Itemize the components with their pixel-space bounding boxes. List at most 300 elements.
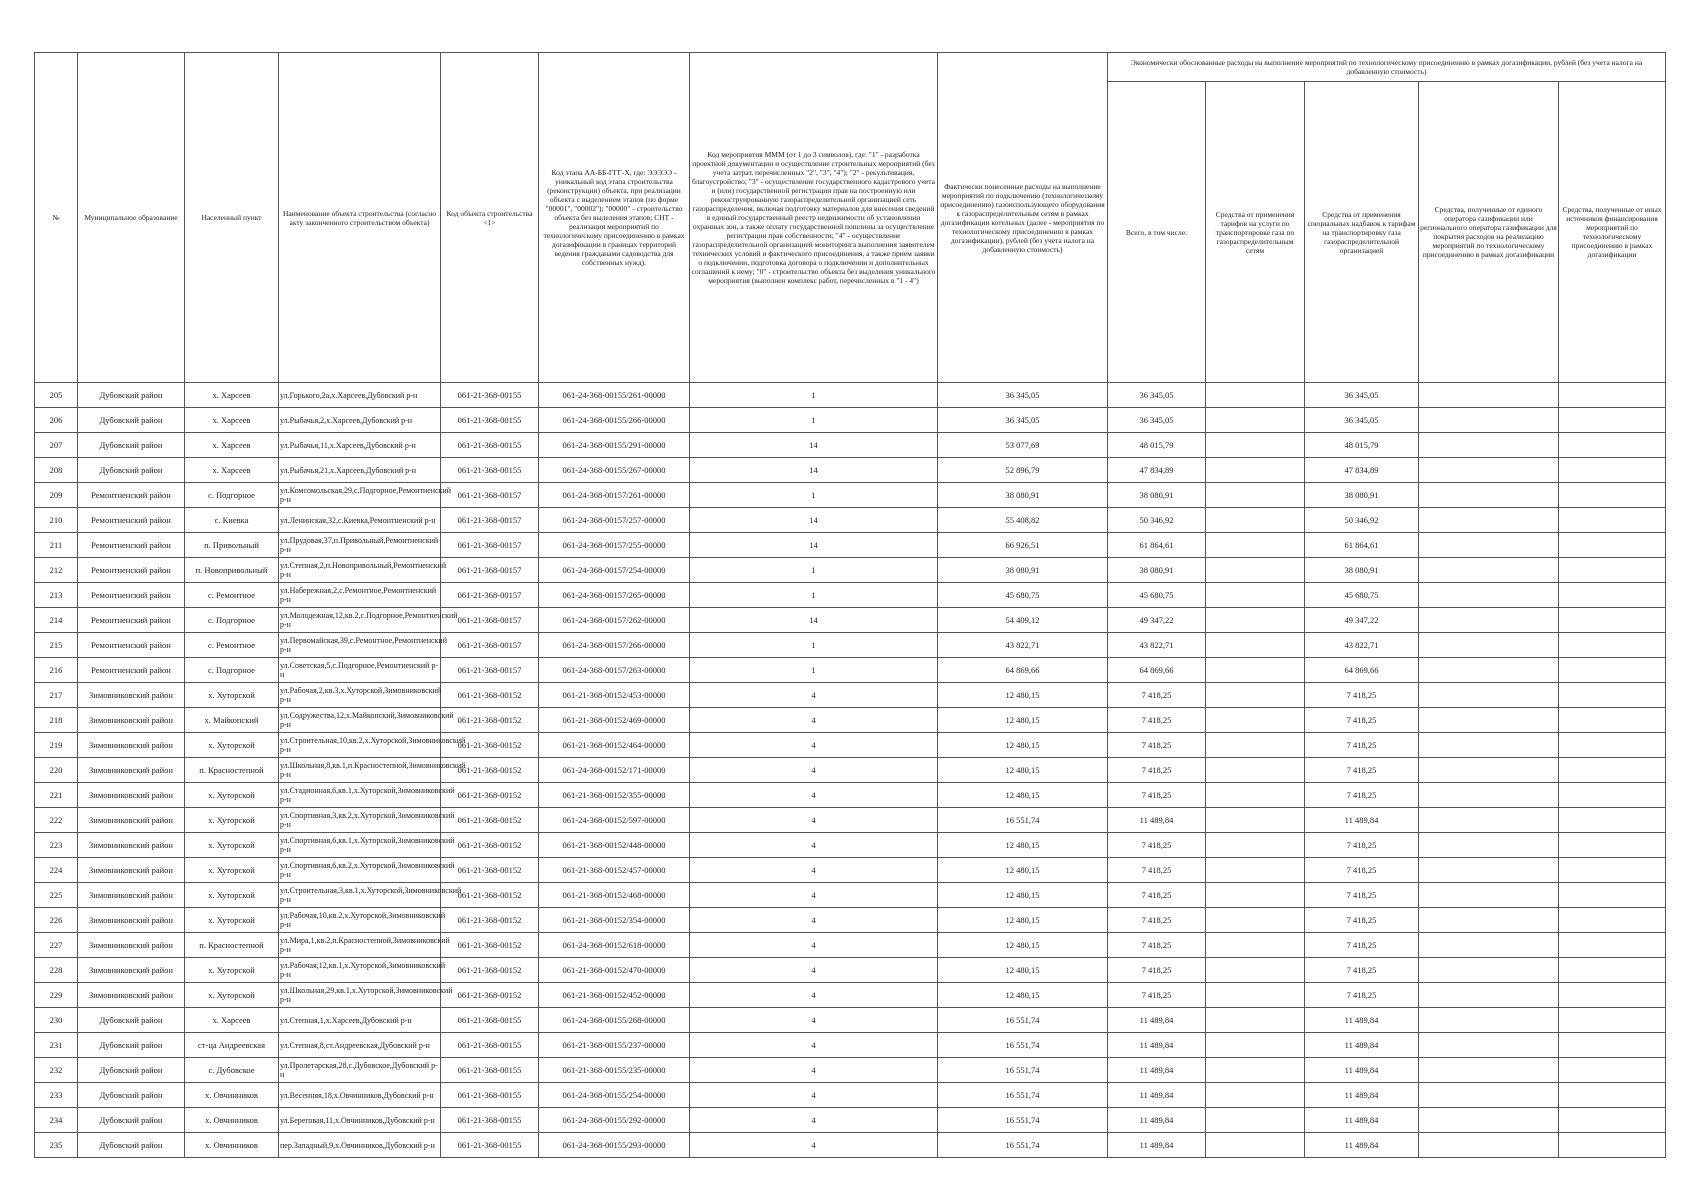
row-number: 230: [35, 1008, 78, 1033]
municipality-cell: Дубовский район: [78, 408, 185, 433]
municipality-cell: Ремонтненский район: [78, 633, 185, 658]
row-number: 216: [35, 658, 78, 683]
municipality-cell: Зимовниковский район: [78, 708, 185, 733]
special-markup-cell: 11 489,84: [1305, 1133, 1419, 1158]
actual-costs-cell: 36 345,05: [938, 383, 1108, 408]
stage-code-cell: 061-24-368-00157/263-00000: [539, 658, 690, 683]
event-code-cell: 14: [690, 458, 938, 483]
settlement-cell: х. Хуторской: [185, 683, 279, 708]
operator-funds-cell: [1419, 583, 1559, 608]
total-cell: 43 822,71: [1108, 633, 1206, 658]
object-code-cell: 061-21-368-00155: [441, 1033, 539, 1058]
total-cell: 7 418,25: [1108, 758, 1206, 783]
actual-costs-cell: 16 551,74: [938, 1083, 1108, 1108]
actual-costs-cell: 12 480,15: [938, 883, 1108, 908]
tariff-funds-cell: [1206, 1008, 1305, 1033]
special-markup-cell: 49 347,22: [1305, 608, 1419, 633]
table-row: [35, 808, 1666, 833]
table-row: [35, 933, 1666, 958]
object-name-cell: ул.Рыбачья,11,х.Харсеев,Дубовский р-н: [279, 433, 441, 458]
actual-costs-cell: 12 480,15: [938, 983, 1108, 1008]
object-code-cell: 061-21-368-00155: [441, 1108, 539, 1133]
row-number: 221: [35, 783, 78, 808]
total-cell: 49 347,22: [1108, 608, 1206, 633]
table-row: [35, 633, 1666, 658]
total-cell: 7 418,25: [1108, 783, 1206, 808]
object-code-cell: 061-21-368-00155: [441, 1008, 539, 1033]
operator-funds-cell: [1419, 908, 1559, 933]
tariff-funds-cell: [1206, 1033, 1305, 1058]
special-markup-cell: 7 418,25: [1305, 933, 1419, 958]
header-other-funds: Средства, полученные от иных источников финансирования мероприятий по технологическому присоединению в рамках догазификации: [1559, 82, 1666, 383]
actual-costs-cell: 52 896,79: [938, 458, 1108, 483]
event-code-cell: 4: [690, 1108, 938, 1133]
other-funds-cell: [1559, 908, 1666, 933]
settlement-cell: с. Подгорное: [185, 483, 279, 508]
object-name-cell: ул.Спортивная,3,кв.2,х.Хуторской,Зимовниковский р-н: [279, 808, 441, 833]
actual-costs-cell: 12 480,15: [938, 858, 1108, 883]
stage-code-cell: 061-21-368-00152/468-00000: [539, 883, 690, 908]
settlement-cell: х. Хуторской: [185, 908, 279, 933]
operator-funds-cell: [1419, 858, 1559, 883]
other-funds-cell: [1559, 683, 1666, 708]
stage-code-cell: 061-24-368-00155/267-00000: [539, 458, 690, 483]
object-name-cell: ул.Комсомольская,29,с.Подгорное,Ремонтненский р-н: [279, 483, 441, 508]
special-markup-cell: 64 869,66: [1305, 658, 1419, 683]
special-markup-cell: 11 489,84: [1305, 1008, 1419, 1033]
table-header: [35, 53, 1666, 383]
other-funds-cell: [1559, 808, 1666, 833]
settlement-cell: х. Майкопский: [185, 708, 279, 733]
tariff-funds-cell: [1206, 1108, 1305, 1133]
object-name-cell: ул.Набережная,2,с.Ремонтное,Ремонтненский р-н: [279, 583, 441, 608]
total-cell: 11 489,84: [1108, 1008, 1206, 1033]
table-row: [35, 1133, 1666, 1158]
actual-costs-cell: 12 480,15: [938, 758, 1108, 783]
object-name-cell: ул.Горького,2а,х.Харсеев,Дубовский р-н: [279, 383, 441, 408]
table-row: [35, 683, 1666, 708]
tariff-funds-cell: [1206, 1083, 1305, 1108]
object-code-cell: 061-21-368-00157: [441, 533, 539, 558]
table-row: [35, 758, 1666, 783]
total-cell: 11 489,84: [1108, 1083, 1206, 1108]
table-row: [35, 558, 1666, 583]
object-code-cell: 061-21-368-00152: [441, 983, 539, 1008]
total-cell: 11 489,84: [1108, 1108, 1206, 1133]
tariff-funds-cell: [1206, 908, 1305, 933]
object-name-cell: ул.Мира,1,кв.2,п.Красностепной,Зимовниковский р-н: [279, 933, 441, 958]
total-cell: 7 418,25: [1108, 683, 1206, 708]
other-funds-cell: [1559, 1008, 1666, 1033]
tariff-funds-cell: [1206, 583, 1305, 608]
total-cell: 7 418,25: [1108, 883, 1206, 908]
special-markup-cell: 50 346,92: [1305, 508, 1419, 533]
table-row: [35, 1033, 1666, 1058]
special-markup-cell: 36 345,05: [1305, 383, 1419, 408]
municipality-cell: Зимовниковский район: [78, 733, 185, 758]
table-row: [35, 433, 1666, 458]
stage-code-cell: 061-21-368-00152/448-00000: [539, 833, 690, 858]
operator-funds-cell: [1419, 758, 1559, 783]
table-row: [35, 608, 1666, 633]
tariff-funds-cell: [1206, 433, 1305, 458]
actual-costs-cell: 54 409,12: [938, 608, 1108, 633]
object-name-cell: ул.Советская,5,с.Подгорное,Ремонтненский р-н: [279, 658, 441, 683]
municipality-cell: Зимовниковский район: [78, 808, 185, 833]
special-markup-cell: 7 418,25: [1305, 958, 1419, 983]
special-markup-cell: 11 489,84: [1305, 1033, 1419, 1058]
object-name-cell: ул.Рабочая,2,кв.3,х.Хуторской,Зимовниковский р-н: [279, 683, 441, 708]
object-name-cell: ул.Стадионная,6,кв.1,х.Хуторской,Зимовниковский р-н: [279, 783, 441, 808]
tariff-funds-cell: [1206, 758, 1305, 783]
special-markup-cell: 11 489,84: [1305, 808, 1419, 833]
row-number: 232: [35, 1058, 78, 1083]
other-funds-cell: [1559, 858, 1666, 883]
tariff-funds-cell: [1206, 983, 1305, 1008]
tariff-funds-cell: [1206, 933, 1305, 958]
operator-funds-cell: [1419, 1058, 1559, 1083]
event-code-cell: 1: [690, 658, 938, 683]
header-object-code: Код объекта строительства <1>: [441, 53, 539, 383]
other-funds-cell: [1559, 933, 1666, 958]
stage-code-cell: 061-24-368-00157/265-00000: [539, 583, 690, 608]
row-number: 213: [35, 583, 78, 608]
actual-costs-cell: 64 869,66: [938, 658, 1108, 683]
stage-code-cell: 061-24-368-00155/261-00000: [539, 383, 690, 408]
object-code-cell: 061-21-368-00155: [441, 458, 539, 483]
special-markup-cell: 7 418,25: [1305, 983, 1419, 1008]
actual-costs-cell: 53 077,69: [938, 433, 1108, 458]
object-name-cell: ул.Содружества,12,х.Майкопский,Зимовниковский р-н: [279, 708, 441, 733]
event-code-cell: 4: [690, 733, 938, 758]
total-cell: 36 345,05: [1108, 408, 1206, 433]
municipality-cell: Зимовниковский район: [78, 683, 185, 708]
object-name-cell: ул.Школьная,29,кв.1,х.Хуторской,Зимовниковский р-н: [279, 983, 441, 1008]
row-number: 222: [35, 808, 78, 833]
settlement-cell: х. Хуторской: [185, 883, 279, 908]
event-code-cell: 4: [690, 883, 938, 908]
special-markup-cell: 36 345,05: [1305, 408, 1419, 433]
settlement-cell: с. Подгорное: [185, 658, 279, 683]
municipality-cell: Ремонтненский район: [78, 658, 185, 683]
other-funds-cell: [1559, 558, 1666, 583]
settlement-cell: с. Дубовское: [185, 1058, 279, 1083]
settlement-cell: х. Овчинников: [185, 1083, 279, 1108]
municipality-cell: Зимовниковский район: [78, 983, 185, 1008]
special-markup-cell: 45 680,75: [1305, 583, 1419, 608]
row-number: 212: [35, 558, 78, 583]
stage-code-cell: 061-24-368-00152/597-00000: [539, 808, 690, 833]
actual-costs-cell: 36 345,05: [938, 408, 1108, 433]
event-code-cell: 14: [690, 608, 938, 633]
settlement-cell: х. Хуторской: [185, 858, 279, 883]
event-code-cell: 4: [690, 908, 938, 933]
settlement-cell: с. Подгорное: [185, 608, 279, 633]
other-funds-cell: [1559, 408, 1666, 433]
event-code-cell: 4: [690, 1033, 938, 1058]
stage-code-cell: 061-21-368-00152/457-00000: [539, 858, 690, 883]
total-cell: 38 080,91: [1108, 483, 1206, 508]
settlement-cell: х. Хуторской: [185, 808, 279, 833]
total-cell: 47 834,89: [1108, 458, 1206, 483]
total-cell: 48 015,79: [1108, 433, 1206, 458]
object-code-cell: 061-21-368-00157: [441, 633, 539, 658]
actual-costs-cell: 66 926,51: [938, 533, 1108, 558]
header-event-code: Код мероприятия МММ (от 1 до 3 символов), где: "1" - разработка проектной документации и осуществление строительных мероприятий (без учета затрат, перечисленных "2", "3", "4"); "2" - рекультивация, благоустройство; "3" - осуществление государственного кадастрового учета и (или) государственной регистрации прав на построенную или реконструированную газораспределительной организацией сеть газораспределения, включая подготовку материалов для внесения сведений в единый государственный реестр недвижимости об установлении охранных зон, а также оплату государственной пошлины за осуществление регистрации прав собственности; "4" - осуществление газораспределительной организацией мониторинга выполнения заявителем технических условий и фактического присоединения, а также прием заявки о подключении, подготовка договора о подключении и дополнительных соглашений к нему; "0" - строительство объекта без выделения уникального мероприятия (выполнен комплекс работ, перечисленных в "1 - 4"): [690, 53, 938, 383]
other-funds-cell: [1559, 833, 1666, 858]
municipality-cell: Ремонтненский район: [78, 508, 185, 533]
header-econ-group: Экономически обоснованные расходы на выполнение мероприятий по технологическому присоединению в рамках догазификации, рублей (без учета налога на добавленную стоимость): [1108, 53, 1666, 82]
table-row: [35, 1108, 1666, 1133]
actual-costs-cell: 12 480,15: [938, 908, 1108, 933]
settlement-cell: х. Овчинников: [185, 1108, 279, 1133]
row-number: 223: [35, 833, 78, 858]
special-markup-cell: 11 489,84: [1305, 1083, 1419, 1108]
object-code-cell: 061-21-368-00152: [441, 708, 539, 733]
total-cell: 7 418,25: [1108, 908, 1206, 933]
row-number: 233: [35, 1083, 78, 1108]
stage-code-cell: 061-24-368-00155/293-00000: [539, 1133, 690, 1158]
row-number: 214: [35, 608, 78, 633]
tariff-funds-cell: [1206, 383, 1305, 408]
operator-funds-cell: [1419, 508, 1559, 533]
stage-code-cell: 061-21-368-00152/354-00000: [539, 908, 690, 933]
other-funds-cell: [1559, 1108, 1666, 1133]
row-number: 209: [35, 483, 78, 508]
operator-funds-cell: [1419, 483, 1559, 508]
municipality-cell: Дубовский район: [78, 1083, 185, 1108]
other-funds-cell: [1559, 583, 1666, 608]
operator-funds-cell: [1419, 1133, 1559, 1158]
operator-funds-cell: [1419, 558, 1559, 583]
table-row: [35, 833, 1666, 858]
settlement-cell: с. Ремонтное: [185, 633, 279, 658]
actual-costs-cell: 12 480,15: [938, 933, 1108, 958]
row-number: 235: [35, 1133, 78, 1158]
other-funds-cell: [1559, 708, 1666, 733]
event-code-cell: 4: [690, 1008, 938, 1033]
table-row: [35, 583, 1666, 608]
object-name-cell: ул.Весенняя,18,х.Овчинников,Дубовский р-н: [279, 1083, 441, 1108]
total-cell: 38 080,91: [1108, 558, 1206, 583]
settlement-cell: х. Харсеев: [185, 433, 279, 458]
header-object-name: Наименование объекта строительства (согласно акту законченного строительством объекта): [279, 53, 441, 383]
object-code-cell: 061-21-368-00152: [441, 783, 539, 808]
other-funds-cell: [1559, 458, 1666, 483]
object-name-cell: ул.Рабочая,12,кв.1,х.Хуторской,Зимовниковский р-н: [279, 958, 441, 983]
stage-code-cell: 061-21-368-00152/453-00000: [539, 683, 690, 708]
row-number: 217: [35, 683, 78, 708]
tariff-funds-cell: [1206, 1058, 1305, 1083]
object-name-cell: ул.Ленинская,32,с.Киевка,Ремонтненский р-н: [279, 508, 441, 533]
table-row: [35, 1008, 1666, 1033]
operator-funds-cell: [1419, 408, 1559, 433]
actual-costs-cell: 38 080,91: [938, 558, 1108, 583]
row-number: 208: [35, 458, 78, 483]
row-number: 228: [35, 958, 78, 983]
table-row: [35, 458, 1666, 483]
operator-funds-cell: [1419, 983, 1559, 1008]
settlement-cell: х. Хуторской: [185, 983, 279, 1008]
total-cell: 64 869,66: [1108, 658, 1206, 683]
table-row: [35, 983, 1666, 1008]
object-code-cell: 061-21-368-00155: [441, 1083, 539, 1108]
object-name-cell: ул.Степная,1,х.Харсеев,Дубовский р-н: [279, 1008, 441, 1033]
row-number: 231: [35, 1033, 78, 1058]
object-name-cell: ул.Рыбачья,2,х.Харсеев,Дубовский р-н: [279, 408, 441, 433]
stage-code-cell: 061-21-368-00152/469-00000: [539, 708, 690, 733]
stage-code-cell: 061-21-368-00155/237-00000: [539, 1033, 690, 1058]
row-number: 219: [35, 733, 78, 758]
special-markup-cell: 7 418,25: [1305, 683, 1419, 708]
object-name-cell: пер.Западный,9,х.Овчинников,Дубовский р-н: [279, 1133, 441, 1158]
event-code-cell: 14: [690, 433, 938, 458]
total-cell: 7 418,25: [1108, 958, 1206, 983]
operator-funds-cell: [1419, 808, 1559, 833]
object-name-cell: ул.Молодежная,12,кв.2,с.Подгорное,Ремонтненский р-н: [279, 608, 441, 633]
municipality-cell: Дубовский район: [78, 1033, 185, 1058]
tariff-funds-cell: [1206, 558, 1305, 583]
event-code-cell: 14: [690, 533, 938, 558]
settlement-cell: х. Хуторской: [185, 833, 279, 858]
settlement-cell: х. Харсеев: [185, 1008, 279, 1033]
other-funds-cell: [1559, 1058, 1666, 1083]
object-name-cell: ул.Рыбачья,21,х.Харсеев,Дубовский р-н: [279, 458, 441, 483]
object-code-cell: 061-21-368-00152: [441, 758, 539, 783]
other-funds-cell: [1559, 1133, 1666, 1158]
tariff-funds-cell: [1206, 633, 1305, 658]
object-name-cell: ул.Степная,2,п.Новопривольный,Ремонтненский р-н: [279, 558, 441, 583]
other-funds-cell: [1559, 783, 1666, 808]
actual-costs-cell: 16 551,74: [938, 808, 1108, 833]
municipality-cell: Зимовниковский район: [78, 908, 185, 933]
actual-costs-cell: 55 408,82: [938, 508, 1108, 533]
event-code-cell: 4: [690, 958, 938, 983]
stage-code-cell: 061-24-368-00155/291-00000: [539, 433, 690, 458]
total-cell: 61 864,61: [1108, 533, 1206, 558]
table-row: [35, 883, 1666, 908]
event-code-cell: 4: [690, 858, 938, 883]
special-markup-cell: 7 418,25: [1305, 783, 1419, 808]
special-markup-cell: 7 418,25: [1305, 883, 1419, 908]
municipality-cell: Зимовниковский район: [78, 858, 185, 883]
municipality-cell: Зимовниковский район: [78, 958, 185, 983]
actual-costs-cell: 16 551,74: [938, 1033, 1108, 1058]
row-number: 206: [35, 408, 78, 433]
table-row: [35, 658, 1666, 683]
special-markup-cell: 7 418,25: [1305, 758, 1419, 783]
municipality-cell: Дубовский район: [78, 1108, 185, 1133]
object-code-cell: 061-21-368-00152: [441, 858, 539, 883]
tariff-funds-cell: [1206, 783, 1305, 808]
row-number: 218: [35, 708, 78, 733]
object-code-cell: 061-21-368-00152: [441, 683, 539, 708]
total-cell: 11 489,84: [1108, 1133, 1206, 1158]
special-markup-cell: 38 080,91: [1305, 558, 1419, 583]
special-markup-cell: 7 418,25: [1305, 833, 1419, 858]
tariff-funds-cell: [1206, 483, 1305, 508]
event-code-cell: 1: [690, 633, 938, 658]
settlement-cell: п. Новопривольный: [185, 558, 279, 583]
settlement-cell: с. Ремонтное: [185, 583, 279, 608]
object-name-cell: ул.Школьная,8,кв.1,п.Красностепной,Зимовниковский р-н: [279, 758, 441, 783]
settlement-cell: х. Хуторской: [185, 733, 279, 758]
other-funds-cell: [1559, 508, 1666, 533]
other-funds-cell: [1559, 958, 1666, 983]
other-funds-cell: [1559, 383, 1666, 408]
special-markup-cell: 47 834,89: [1305, 458, 1419, 483]
total-cell: 11 489,84: [1108, 1033, 1206, 1058]
object-code-cell: 061-21-368-00157: [441, 558, 539, 583]
event-code-cell: 4: [690, 1133, 938, 1158]
municipality-cell: Дубовский район: [78, 458, 185, 483]
object-code-cell: 061-21-368-00155: [441, 1133, 539, 1158]
special-markup-cell: 7 418,25: [1305, 733, 1419, 758]
event-code-cell: 4: [690, 1083, 938, 1108]
object-code-cell: 061-21-368-00157: [441, 508, 539, 533]
stage-code-cell: 061-24-368-00157/266-00000: [539, 633, 690, 658]
event-code-cell: 4: [690, 983, 938, 1008]
special-markup-cell: 11 489,84: [1305, 1058, 1419, 1083]
other-funds-cell: [1559, 433, 1666, 458]
municipality-cell: Ремонтненский район: [78, 608, 185, 633]
stage-code-cell: 061-24-368-00157/262-00000: [539, 608, 690, 633]
tariff-funds-cell: [1206, 808, 1305, 833]
actual-costs-cell: 12 480,15: [938, 833, 1108, 858]
row-number: 220: [35, 758, 78, 783]
operator-funds-cell: [1419, 733, 1559, 758]
operator-funds-cell: [1419, 958, 1559, 983]
tariff-funds-cell: [1206, 608, 1305, 633]
municipality-cell: Дубовский район: [78, 1008, 185, 1033]
tariff-funds-cell: [1206, 683, 1305, 708]
actual-costs-cell: 12 480,15: [938, 783, 1108, 808]
settlement-cell: п. Красностепной: [185, 933, 279, 958]
municipality-cell: Зимовниковский район: [78, 758, 185, 783]
tariff-funds-cell: [1206, 1133, 1305, 1158]
special-markup-cell: 61 864,61: [1305, 533, 1419, 558]
municipality-cell: Дубовский район: [78, 383, 185, 408]
tariff-funds-cell: [1206, 458, 1305, 483]
settlement-cell: х. Харсеев: [185, 383, 279, 408]
operator-funds-cell: [1419, 433, 1559, 458]
event-code-cell: 4: [690, 933, 938, 958]
municipality-cell: Дубовский район: [78, 1058, 185, 1083]
operator-funds-cell: [1419, 608, 1559, 633]
row-number: 234: [35, 1108, 78, 1133]
actual-costs-cell: 16 551,74: [938, 1133, 1108, 1158]
row-number: 224: [35, 858, 78, 883]
header-operator-funds: Средства, полученные от единого оператора газификации или регионального оператора газификации для покрытия расходов на реализацию мероприятий по технологическому присоединению в рамках догазификации: [1419, 82, 1559, 383]
other-funds-cell: [1559, 733, 1666, 758]
table-row: [35, 783, 1666, 808]
total-cell: 7 418,25: [1108, 708, 1206, 733]
event-code-cell: 4: [690, 1058, 938, 1083]
operator-funds-cell: [1419, 458, 1559, 483]
special-markup-cell: 7 418,25: [1305, 708, 1419, 733]
event-code-cell: 1: [690, 408, 938, 433]
tariff-funds-cell: [1206, 883, 1305, 908]
stage-code-cell: 061-24-368-00157/261-00000: [539, 483, 690, 508]
municipality-cell: Зимовниковский район: [78, 783, 185, 808]
special-markup-cell: 43 822,71: [1305, 633, 1419, 658]
operator-funds-cell: [1419, 883, 1559, 908]
header-municipality: Муниципальное образование: [78, 53, 185, 383]
object-code-cell: 061-21-368-00155: [441, 1058, 539, 1083]
municipality-cell: Дубовский район: [78, 1133, 185, 1158]
settlement-cell: х. Овчинников: [185, 1133, 279, 1158]
total-cell: 45 680,75: [1108, 583, 1206, 608]
